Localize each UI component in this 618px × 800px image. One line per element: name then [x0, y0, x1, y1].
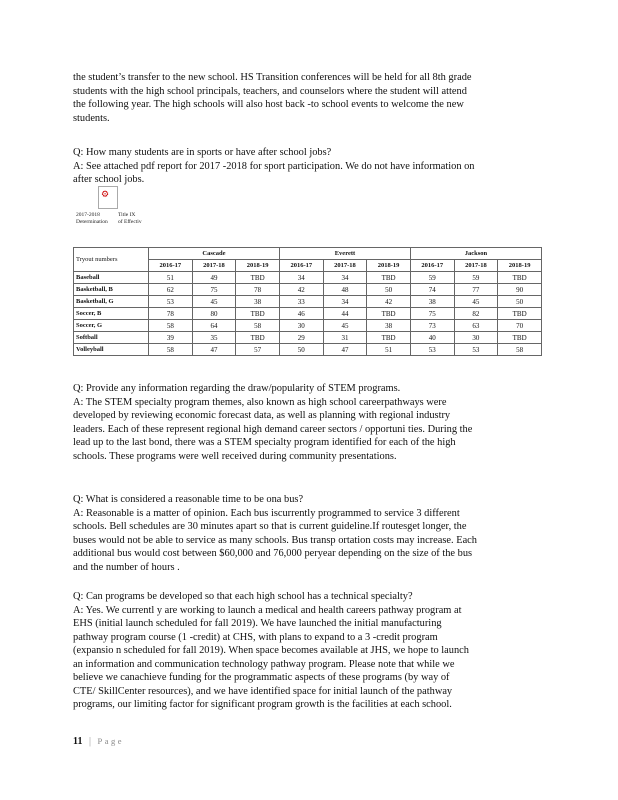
table-cell: 53	[410, 344, 454, 356]
table-cell: 34	[279, 272, 323, 284]
answer-line: leaders. Each of these represent regional high demand career sectors / opportuni ties. During the	[73, 423, 473, 435]
table-cell: 58	[498, 344, 542, 356]
table-cell: 39	[149, 332, 193, 344]
table-cell: 74	[410, 284, 454, 296]
table-cell: 42	[367, 296, 411, 308]
text-line: students with the high school principals, teachers, and counselors where the student will attend	[73, 85, 467, 97]
table-cell: 57	[236, 344, 280, 356]
table-row	[74, 320, 542, 332]
table-cell: TBD	[367, 272, 411, 284]
school-header: Cascade	[149, 248, 280, 260]
question-line: Q: How many students are in sports or have after school jobs?	[73, 147, 332, 158]
qa-technical-specialty	[73, 590, 539, 712]
year-header: 2016-17	[279, 260, 323, 272]
answer-line: A: See attached pdf report for 2017 -2018 for sport participation. We do not have information on	[73, 160, 475, 172]
table-cell: 50	[498, 296, 542, 308]
page-footer	[73, 736, 124, 747]
answer-line: CTE/ SkillCenter resources), and we have identified space for initial launch of the pathway	[73, 685, 453, 697]
table-cell: 82	[454, 308, 498, 320]
table-cell: 62	[149, 284, 193, 296]
table-cell: 40	[410, 332, 454, 344]
table-cell: 34	[323, 272, 367, 284]
table-cell: 63	[454, 320, 498, 332]
qa-stem	[73, 382, 539, 463]
footer-separator: |	[88, 736, 91, 747]
pdf-icon[interactable]: ⚙	[98, 186, 118, 209]
table-cell: 51	[149, 272, 193, 284]
table-cell: 80	[192, 308, 236, 320]
answer-line: additional bus would cost between $60,000 and 76,000 peryear depending on the size of the bus	[73, 548, 473, 559]
year-header: 2016-17	[410, 260, 454, 272]
answer-line: pathway program course (1 -credit) at CHS, with plans to expand to a 3 -credit program	[73, 631, 438, 643]
table-cell: 48	[323, 284, 367, 296]
table-cell: 44	[323, 308, 367, 320]
row-label: Soccer, G	[74, 320, 149, 332]
table-row	[74, 332, 542, 344]
table-cell: 49	[192, 272, 236, 284]
year-header: 2016-17	[149, 260, 193, 272]
table-cell: 58	[236, 320, 280, 332]
table-cell: TBD	[498, 308, 542, 320]
year-header: 2018-19	[498, 260, 542, 272]
table-cell: 45	[192, 296, 236, 308]
text-line: the student’s transfer to the new school. HS Transition conferences will be held for all 8th grade	[73, 72, 472, 83]
year-header: 2017-18	[454, 260, 498, 272]
table-cell: 90	[498, 284, 542, 296]
answer-line: EHS (initial launch scheduled for fall 2019). We have launched the initial manufacturing	[73, 618, 442, 629]
answer-line: lead up to the last bond, there was a STEM specialty program identified for each of the high	[73, 437, 456, 448]
table-cell: 35	[192, 332, 236, 344]
table-cell: TBD	[236, 308, 280, 320]
attachments	[74, 186, 164, 232]
table-cell: 77	[454, 284, 498, 296]
qa-sports-jobs	[73, 146, 539, 187]
school-header: Jackson	[410, 248, 541, 260]
row-label: Basketball, B	[74, 284, 149, 296]
table-cell: 75	[192, 284, 236, 296]
table-cell: 53	[149, 296, 193, 308]
table-cell: TBD	[367, 332, 411, 344]
table-cell: 38	[410, 296, 454, 308]
table-cell: 30	[454, 332, 498, 344]
table-cell: 53	[454, 344, 498, 356]
answer-line: buses would not be able to service as many schools. Bus transp ortation costs may increase. Each	[73, 534, 477, 546]
page-word: Page	[97, 736, 124, 746]
table-cell: 47	[323, 344, 367, 356]
table-cell: 50	[367, 284, 411, 296]
corner-label: Tryout numbers	[74, 248, 149, 272]
answer-line: developed by reviewing economic forecast data, as well as planning with regional industry	[73, 410, 451, 421]
table-row	[74, 308, 542, 320]
table-row	[74, 344, 542, 356]
tryout-table	[73, 247, 542, 356]
table-cell: 59	[454, 272, 498, 284]
table-cell: 78	[236, 284, 280, 296]
table-cell: 34	[323, 296, 367, 308]
table-cell: 33	[279, 296, 323, 308]
table-cell: 38	[367, 320, 411, 332]
answer-line: A: Yes. We currentl y are working to launch a medical and health careers pathway program at	[73, 604, 462, 616]
table-cell: 45	[323, 320, 367, 332]
table-cell: 42	[279, 284, 323, 296]
table-cell: 78	[149, 308, 193, 320]
qa-bus	[73, 493, 539, 574]
page-number: 11	[73, 736, 83, 747]
table-row	[74, 296, 542, 308]
table-header-row	[74, 248, 542, 260]
table-cell: 64	[192, 320, 236, 332]
answer-line: (expansio n scheduled for fall 2019). When space becomes available at JHS, we hope to launch	[73, 645, 469, 656]
table-cell: TBD	[498, 272, 542, 284]
question-line: Q: Can programs be developed so that each high school has a technical specialty?	[73, 591, 413, 602]
answer-line: schools. Bell schedules are 30 minutes apart so that is current guideline.If routesget longer, the	[73, 521, 467, 532]
table-cell: 58	[149, 320, 193, 332]
attachment-caption-left[interactable]: 2017-2018 Determination	[76, 212, 108, 225]
table-cell: 38	[236, 296, 280, 308]
answer-line: after school jobs.	[73, 174, 145, 185]
answer-line: and the number of hours .	[73, 561, 180, 573]
table-cell: 30	[279, 320, 323, 332]
row-label: Baseball	[74, 272, 149, 284]
answer-line: an information and communication technology pathway program. Please note that while we	[73, 658, 455, 670]
table-cell: 47	[192, 344, 236, 356]
table-cell: 31	[323, 332, 367, 344]
text-line: students.	[73, 112, 110, 124]
question-line: Q: Provide any information regarding the draw/popularity of STEM programs.	[73, 383, 401, 394]
table-cell: 51	[367, 344, 411, 356]
school-header: Everett	[279, 248, 410, 260]
table-cell: 50	[279, 344, 323, 356]
table-cell: 58	[149, 344, 193, 356]
answer-line: schools. These programs were well received during community presentations.	[73, 450, 397, 462]
table-cell: 70	[498, 320, 542, 332]
table-cell: TBD	[367, 308, 411, 320]
table-cell: TBD	[236, 332, 280, 344]
year-header: 2018-19	[367, 260, 411, 272]
year-header: 2018-19	[236, 260, 280, 272]
row-label: Volleyball	[74, 344, 149, 356]
answer-line: programs, our limiting factor for significant program growth is the facilities at each school.	[73, 699, 452, 710]
table-cell: 59	[410, 272, 454, 284]
table-cell: 75	[410, 308, 454, 320]
row-label: Soccer, B	[74, 308, 149, 320]
year-header: 2017-18	[192, 260, 236, 272]
table-cell: TBD	[498, 332, 542, 344]
answer-line: A: The STEM specialty program themes, also known as high school careerpathways were	[73, 396, 447, 408]
table-row	[74, 272, 542, 284]
answer-line: A: Reasonable is a matter of opinion. Each bus iscurrently programmed to service 3 different	[73, 507, 460, 519]
table-cell: 46	[279, 308, 323, 320]
table-cell: 29	[279, 332, 323, 344]
answer-line: believe we canachieve funding for the programmatic aspects of these programs (by way of	[73, 672, 450, 683]
year-header: 2017-18	[323, 260, 367, 272]
table-cell: TBD	[236, 272, 280, 284]
table-row	[74, 284, 542, 296]
row-label: Basketball, G	[74, 296, 149, 308]
attachment-caption-right[interactable]: Title IX of Effectiv	[118, 212, 142, 225]
row-label: Softball	[74, 332, 149, 344]
table-cell: 73	[410, 320, 454, 332]
question-line: Q: What is considered a reasonable time to be ona bus?	[73, 494, 304, 505]
intro-paragraph	[73, 71, 539, 125]
text-line: the following year. The high schools will also host back -to school events to welcome the new	[73, 99, 464, 110]
table-cell: 45	[454, 296, 498, 308]
